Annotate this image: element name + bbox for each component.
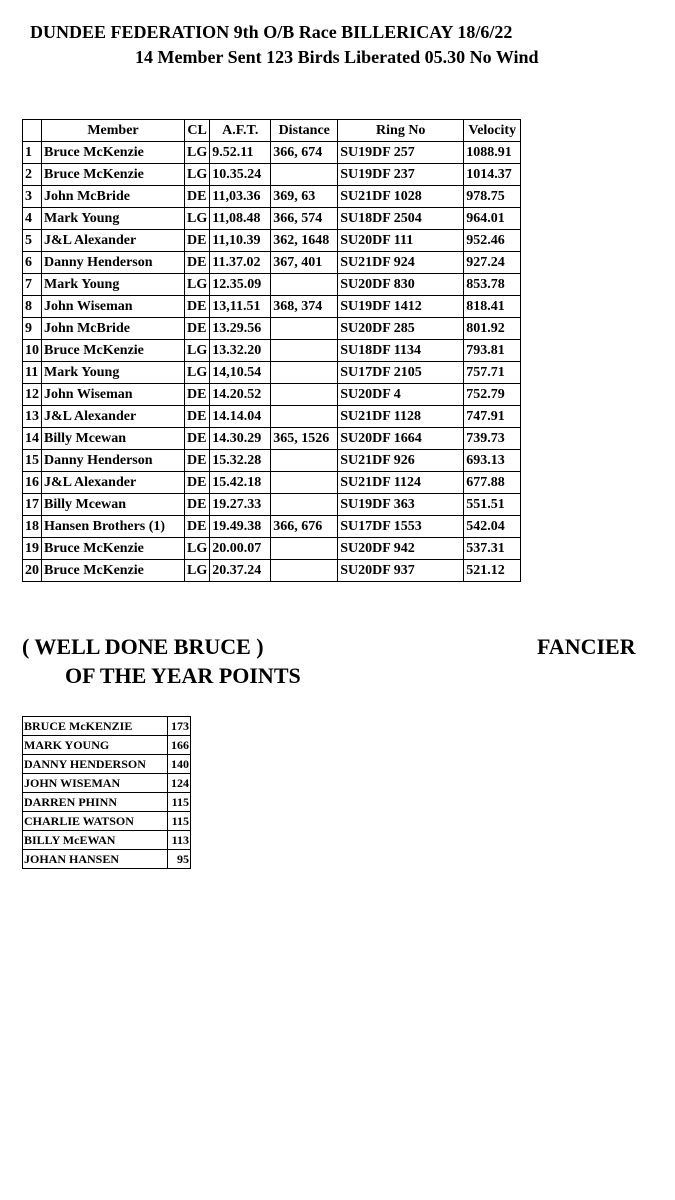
points-row [23,850,191,869]
table-row [23,252,521,274]
table-row [23,560,521,582]
cell-distance [271,164,338,186]
cell-distance [271,472,338,494]
cell-velocity: 952.46 [464,230,521,252]
cell-cl: LG [185,208,210,230]
cell-velocity: 752.79 [464,384,521,406]
cell-velocity: 1014.37 [464,164,521,186]
points-value: 166 [168,736,191,755]
cell-distance: 366, 676 [271,516,338,538]
cell-distance [271,318,338,340]
cell-cl: LG [185,142,210,164]
cell-member: Bruce McKenzie [42,538,185,560]
cell-velocity: 978.75 [464,186,521,208]
col-header-cl: CL [185,120,210,142]
cell-distance: 362, 1648 [271,230,338,252]
cell-position: 7 [23,274,42,296]
points-name: MARK YOUNG [23,736,168,755]
cell-ring-no: SU21DF 1128 [338,406,464,428]
cell-aft: 11.37.02 [210,252,271,274]
points-value: 173 [168,717,191,736]
cell-ring-no: SU21DF 1124 [338,472,464,494]
cell-distance: 366, 674 [271,142,338,164]
cell-cl: DE [185,186,210,208]
cell-member: Mark Young [42,274,185,296]
cell-member: Billy Mcewan [42,428,185,450]
well-done-text: ( WELL DONE BRUCE ) [22,634,264,659]
points-value: 95 [168,850,191,869]
cell-member: Danny Henderson [42,252,185,274]
cell-ring-no: SU18DF 2504 [338,208,464,230]
cell-distance [271,384,338,406]
table-row [23,538,521,560]
cell-cl: DE [185,516,210,538]
cell-member: Mark Young [42,208,185,230]
year-points-heading: OF THE YEAR POINTS [65,663,301,688]
cell-position: 1 [23,142,42,164]
cell-ring-no: SU20DF 111 [338,230,464,252]
cell-cl: LG [185,164,210,186]
cell-aft: 19.27.33 [210,494,271,516]
results-header-row [23,120,521,142]
table-row [23,274,521,296]
table-row [23,516,521,538]
cell-position: 20 [23,560,42,582]
points-name: DARREN PHINN [23,793,168,812]
cell-velocity: 964.01 [464,208,521,230]
cell-cl: DE [185,406,210,428]
cell-member: Bruce McKenzie [42,164,185,186]
cell-aft: 12.35.09 [210,274,271,296]
race-title: DUNDEE FEDERATION 9th O/B Race BILLERICAY 18/6/22 [30,22,513,42]
table-row [23,406,521,428]
points-row [23,774,191,793]
cell-ring-no: SU19DF 237 [338,164,464,186]
points-value: 140 [168,755,191,774]
cell-aft: 14.20.52 [210,384,271,406]
points-name: BRUCE McKENZIE [23,717,168,736]
cell-velocity: 521.12 [464,560,521,582]
cell-aft: 11,08.48 [210,208,271,230]
cell-aft: 19.49.38 [210,516,271,538]
cell-ring-no: SU20DF 1664 [338,428,464,450]
cell-ring-no: SU20DF 942 [338,538,464,560]
cell-velocity: 853.78 [464,274,521,296]
cell-cl: DE [185,494,210,516]
cell-cl: LG [185,538,210,560]
cell-member: John McBride [42,186,185,208]
cell-cl: DE [185,472,210,494]
table-row [23,494,521,516]
cell-ring-no: SU20DF 830 [338,274,464,296]
cell-position: 13 [23,406,42,428]
table-row [23,142,521,164]
cell-cl: LG [185,274,210,296]
table-row [23,384,521,406]
cell-ring-no: SU19DF 1412 [338,296,464,318]
cell-member: J&L Alexander [42,472,185,494]
points-value: 115 [168,812,191,831]
points-row [23,755,191,774]
cell-velocity: 757.71 [464,362,521,384]
cell-velocity: 1088.91 [464,142,521,164]
cell-aft: 13.29.56 [210,318,271,340]
cell-velocity: 927.24 [464,252,521,274]
table-row [23,362,521,384]
points-value: 115 [168,793,191,812]
cell-member: John Wiseman [42,384,185,406]
cell-position: 14 [23,428,42,450]
cell-position: 12 [23,384,42,406]
cell-distance [271,560,338,582]
col-header-member: Member [42,120,185,142]
cell-velocity: 551.51 [464,494,521,516]
cell-cl: LG [185,560,210,582]
cell-position: 19 [23,538,42,560]
points-value: 113 [168,831,191,850]
table-row [23,296,521,318]
points-row [23,736,191,755]
cell-velocity: 693.13 [464,450,521,472]
cell-ring-no: SU17DF 2105 [338,362,464,384]
cell-ring-no: SU20DF 937 [338,560,464,582]
cell-distance [271,362,338,384]
cell-distance [271,406,338,428]
cell-position: 17 [23,494,42,516]
cell-velocity: 542.04 [464,516,521,538]
cell-aft: 15.32.28 [210,450,271,472]
cell-position: 3 [23,186,42,208]
cell-aft: 15.42.18 [210,472,271,494]
cell-velocity: 677.88 [464,472,521,494]
cell-cl: LG [185,362,210,384]
col-header-velocity: Velocity [464,120,521,142]
cell-velocity: 793.81 [464,340,521,362]
cell-ring-no: SU17DF 1553 [338,516,464,538]
points-table [22,716,191,869]
points-name: JOHN WISEMAN [23,774,168,793]
cell-position: 8 [23,296,42,318]
table-row [23,340,521,362]
points-row [23,831,191,850]
cell-velocity: 537.31 [464,538,521,560]
cell-aft: 9.52.11 [210,142,271,164]
points-name: JOHAN HANSEN [23,850,168,869]
cell-position: 9 [23,318,42,340]
col-header-aft: A.F.T. [210,120,271,142]
cell-aft: 11,03.36 [210,186,271,208]
cell-position: 6 [23,252,42,274]
points-name: DANNY HENDERSON [23,755,168,774]
cell-aft: 20.37.24 [210,560,271,582]
table-row [23,164,521,186]
table-row [23,428,521,450]
table-row [23,450,521,472]
cell-aft: 13.32.20 [210,340,271,362]
table-row [23,230,521,252]
cell-distance: 365, 1526 [271,428,338,450]
cell-member: Bruce McKenzie [42,142,185,164]
points-value: 124 [168,774,191,793]
points-name: BILLY McEWAN [23,831,168,850]
cell-distance: 368, 374 [271,296,338,318]
results-table [22,119,521,582]
cell-ring-no: SU21DF 926 [338,450,464,472]
cell-cl: DE [185,230,210,252]
cell-aft: 14.14.04 [210,406,271,428]
cell-ring-no: SU21DF 1028 [338,186,464,208]
cell-ring-no: SU19DF 363 [338,494,464,516]
cell-position: 16 [23,472,42,494]
cell-position: 4 [23,208,42,230]
cell-member: Mark Young [42,362,185,384]
table-row [23,186,521,208]
cell-velocity: 818.41 [464,296,521,318]
race-subtitle: 14 Member Sent 123 Birds Liberated 05.30 No Wind [135,47,539,67]
table-row [23,318,521,340]
cell-velocity: 801.92 [464,318,521,340]
cell-member: John Wiseman [42,296,185,318]
cell-distance: 369, 63 [271,186,338,208]
cell-cl: DE [185,252,210,274]
cell-position: 11 [23,362,42,384]
cell-ring-no: SU21DF 924 [338,252,464,274]
cell-cl: LG [185,340,210,362]
points-row [23,717,191,736]
cell-distance [271,450,338,472]
cell-member: Hansen Brothers (1) [42,516,185,538]
cell-position: 2 [23,164,42,186]
cell-position: 15 [23,450,42,472]
table-row [23,208,521,230]
cell-ring-no: SU20DF 4 [338,384,464,406]
cell-member: Bruce McKenzie [42,340,185,362]
points-row [23,812,191,831]
cell-position: 10 [23,340,42,362]
cell-cl: DE [185,296,210,318]
cell-member: Bruce McKenzie [42,560,185,582]
cell-aft: 11,10.39 [210,230,271,252]
cell-cl: DE [185,318,210,340]
cell-aft: 13,11.51 [210,296,271,318]
cell-cl: DE [185,450,210,472]
cell-distance [271,494,338,516]
cell-member: Danny Henderson [42,450,185,472]
cell-member: John McBride [42,318,185,340]
cell-member: J&L Alexander [42,406,185,428]
cell-distance [271,274,338,296]
cell-ring-no: SU19DF 257 [338,142,464,164]
cell-aft: 14.30.29 [210,428,271,450]
points-row [23,793,191,812]
cell-cl: DE [185,384,210,406]
cell-member: Billy Mcewan [42,494,185,516]
cell-distance: 366, 574 [271,208,338,230]
cell-position: 18 [23,516,42,538]
col-header-distance: Distance [271,120,338,142]
fancier-text: FANCIER [537,634,636,659]
cell-position: 5 [23,230,42,252]
points-name: CHARLIE WATSON [23,812,168,831]
cell-aft: 14,10.54 [210,362,271,384]
cell-ring-no: SU18DF 1134 [338,340,464,362]
col-header-position [23,120,42,142]
cell-aft: 10.35.24 [210,164,271,186]
cell-cl: DE [185,428,210,450]
cell-member: J&L Alexander [42,230,185,252]
cell-velocity: 747.91 [464,406,521,428]
table-row [23,472,521,494]
cell-distance [271,340,338,362]
cell-velocity: 739.73 [464,428,521,450]
cell-ring-no: SU20DF 285 [338,318,464,340]
cell-aft: 20.00.07 [210,538,271,560]
cell-distance: 367, 401 [271,252,338,274]
cell-distance [271,538,338,560]
col-header-ring-no: Ring No [338,120,464,142]
